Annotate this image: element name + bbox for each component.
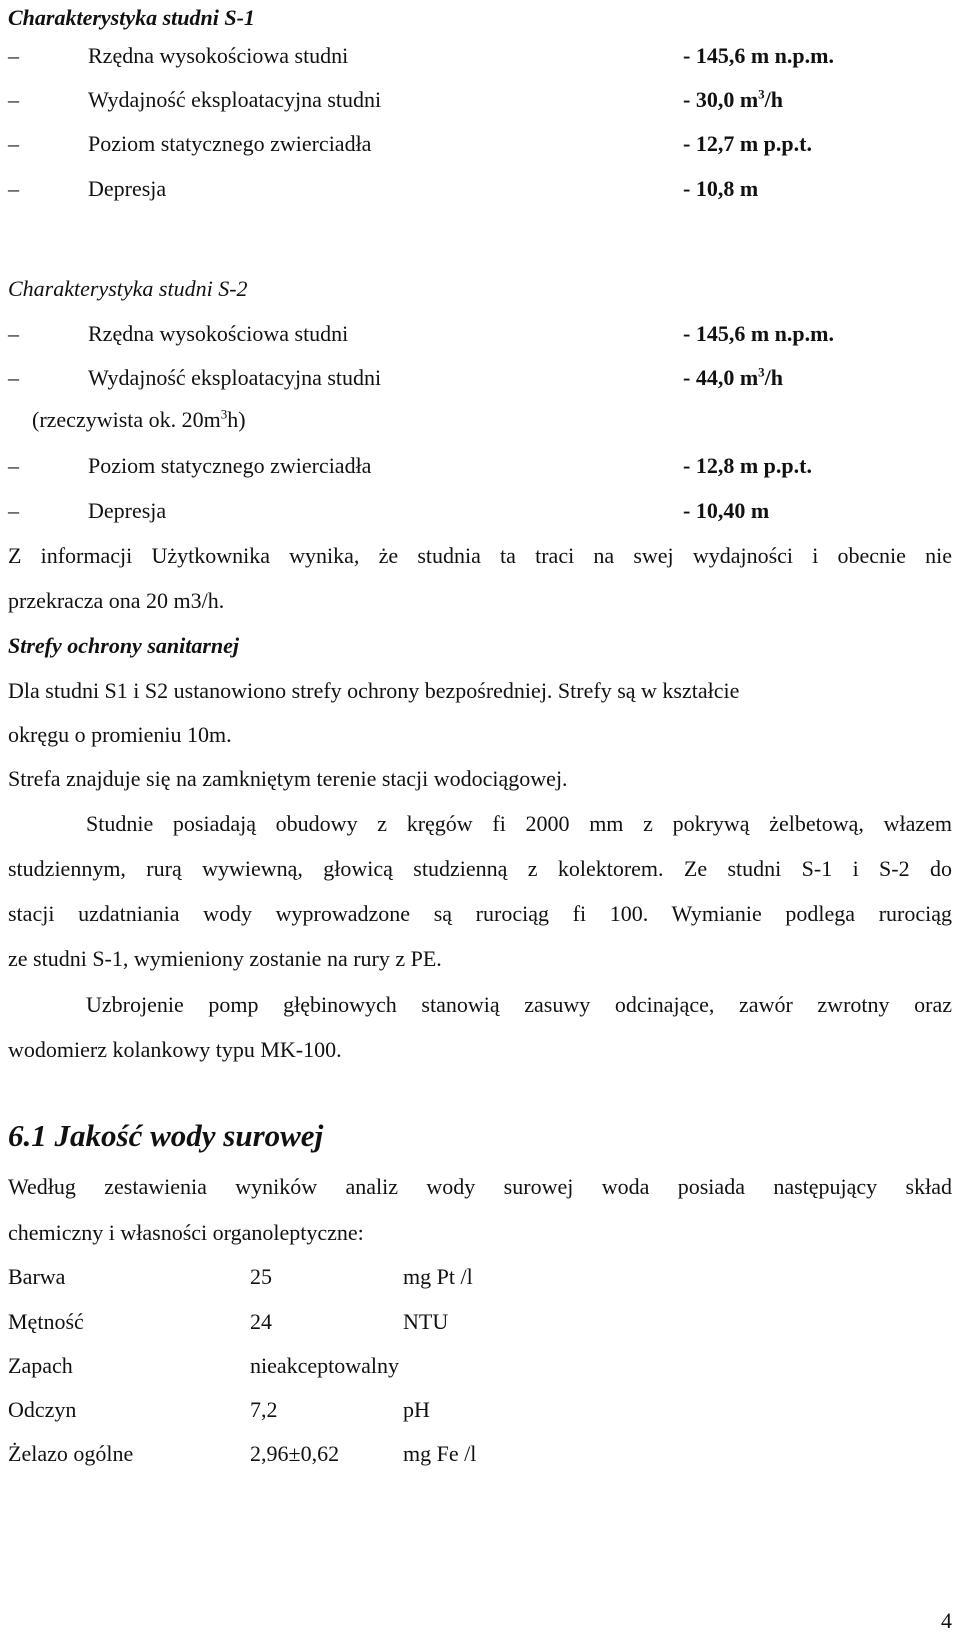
strefy-line-2: okręgu o promieniu 10m. <box>8 722 232 747</box>
list-dash: – <box>8 176 19 201</box>
section-title: 6.1 Jakość wody surowej <box>8 1118 324 1153</box>
section-line-1: Według zestawienia wyników analiz wody surowej woda posiada następujący skład <box>8 1174 952 1199</box>
table-value: 2,96±0,62 <box>250 1441 340 1466</box>
table-unit: pH <box>403 1397 430 1422</box>
table-value: 7,2 <box>250 1397 278 1422</box>
table-param: Mętność <box>8 1309 84 1334</box>
studnie-line-3: stacji uzdatniania wody wyprowadzone są rurociąg fi 100. Wymianie podlega rurociąg <box>8 901 952 926</box>
info-line-1: Z informacji Użytkownika wynika, że studnia ta traci na swej wydajności i obecnie nie <box>8 543 952 568</box>
s1-value: - 12,7 m p.p.t. <box>683 131 812 156</box>
s2-value: - 145,6 m n.p.m. <box>683 321 834 346</box>
list-dash: – <box>8 43 19 68</box>
strefy-line-1: Dla studni S1 i S2 ustanowiono strefy ochrony bezpośredniej. Strefy są w kształcie <box>8 678 740 703</box>
table-unit: NTU <box>403 1309 449 1334</box>
table-value: nieakceptowalny <box>250 1353 400 1378</box>
studnie-line-2: studziennym, rurą wywiewną, głowicą studzienną z kolektorem. Ze studni S-1 i S-2 do <box>8 856 952 881</box>
s1-value: - 145,6 m n.p.m. <box>683 43 834 68</box>
uzbrojenie-line-1: Uzbrojenie pomp głębinowych stanowią zasuwy odcinające, zawór zwrotny oraz <box>86 992 952 1017</box>
table-unit: mg Pt /l <box>403 1264 473 1289</box>
s2-value: - 10,40 m <box>683 498 770 523</box>
info-line-2: przekracza ona 20 m3/h. <box>8 588 225 613</box>
s1-heading: Charakterystyka studni S-1 <box>8 5 255 30</box>
s2-yield-note: (rzeczywista ok. $20m^3h$) <box>32 406 246 432</box>
s2-value: - 44,0 $m^3/h$ <box>683 364 784 390</box>
strefy-line-3: Strefa znajduje się na zamkniętym terenie stacji wodociągowej. <box>8 766 568 791</box>
table-value: 25 <box>250 1264 272 1289</box>
s1-label: Wydajność eksploatacyjna studni <box>88 87 382 112</box>
list-dash: – <box>8 131 19 156</box>
s2-label: Wydajność eksploatacyjna studni <box>88 365 382 390</box>
section-line-2: chemiczny i własności organoleptyczne: <box>8 1220 364 1245</box>
s1-label: Poziom statycznego zwierciadła <box>88 131 372 156</box>
s2-value: - 12,8 m p.p.t. <box>683 453 812 478</box>
s2-heading: Charakterystyka studni S-2 <box>8 276 248 301</box>
page-number: 4 <box>941 1608 952 1633</box>
studnie-line-4: ze studni S-1, wymieniony zostanie na rury z PE. <box>8 946 442 971</box>
table-param: Zapach <box>8 1353 73 1378</box>
s1-value: - 10,8 m <box>683 176 759 201</box>
table-value: 24 <box>250 1309 272 1334</box>
s2-label: Poziom statycznego zwierciadła <box>88 453 372 478</box>
table-param: Odczyn <box>8 1397 77 1422</box>
table-param: Barwa <box>8 1264 66 1289</box>
list-dash: – <box>8 87 19 112</box>
s1-label: Depresja <box>88 176 167 201</box>
s1-value: - 30,0 $m^3/h$ <box>683 86 784 112</box>
list-dash: – <box>8 453 19 478</box>
uzbrojenie-line-2: wodomierz kolankowy typu MK-100. <box>8 1037 342 1062</box>
studnie-line-1: Studnie posiadają obudowy z kręgów fi 2000 mm z pokrywą żelbetową, włazem <box>86 811 952 836</box>
table-param: Żelazo ogólne <box>8 1441 134 1466</box>
s1-label: Rzędna wysokościowa studni <box>88 43 349 68</box>
s2-label: Depresja <box>88 498 167 523</box>
table-unit: mg Fe /l <box>403 1441 477 1466</box>
s2-label: Rzędna wysokościowa studni <box>88 321 349 346</box>
list-dash: – <box>8 321 19 346</box>
list-dash: – <box>8 498 19 523</box>
list-dash: – <box>8 365 19 390</box>
strefy-heading: Strefy ochrony sanitarnej <box>8 633 240 658</box>
